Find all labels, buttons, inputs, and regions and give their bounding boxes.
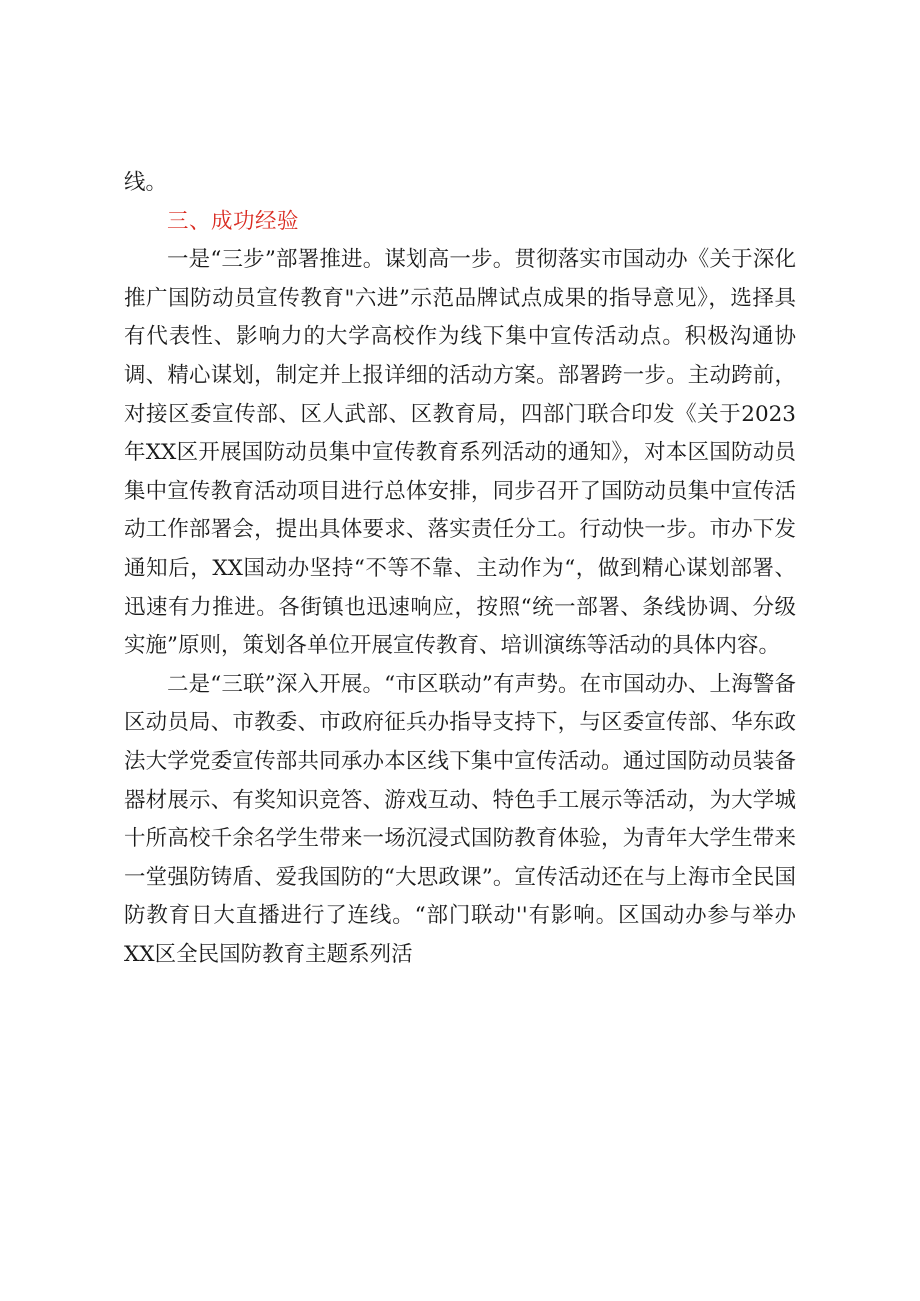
paragraph-three-steps: 一是“三步”部署推进。谋划高一步。贯彻落实市国动办《关于深化推广国防动员宣传教育"六进”示范品牌试点成果的指导意见》，选择具有代表性、影响力的大学高校作为线下集中宣传活动点。积极沟通协调、精心谋划，制定并上报详细的活动方案。部署跨一步。主动跨前，对接区委宣传部、区人武部、区教育局，四部门联合印发《关于2023年XX区开展国防动员集中宣传教育系列活动的通知》，对本区国防动员集中宣传教育活动项目进行总体安排，同步召开了国防动员集中宣传活动工作部署会，提出具体要求、落实责任分工。行动快一步。市办下发通知后，XX国动办坚持“不等不靠、主动作为“，做到精心谋划部署、迅速有力推进。各街镇也迅速响应，按照“统一部署、条线协调、分级实施”原则，策划各单位开展宣传教育、培训演练等活动的具体内容。	[124, 247, 796, 659]
paragraph-three-links: 二是“三联”深入开展。“市区联动”有声势。在市国动办、上海警备区动员局、市教委、市政府征兵办指导支持下，与区委宣传部、华东政法大学党委宣传部共同承办本区线下集中宣传活动。通过国防动员装备器材展示、有奖知识竞答、游戏互动、特色手工展示等活动，为大学城十所高校千余名学生带来一场沉浸式国防教育体验，为青年大学生带来一堂强防铸盾、爱我国防的“大思政课”。宣传活动还在与上海市全民国防教育日大直播进行了连线。“部门联动''有影响。区国动办参与举办XX区全民国防教育主题系列活	[124, 671, 796, 967]
document-body	[124, 164, 796, 974]
section-heading: 三、成功经验	[167, 208, 300, 234]
continuation-line: 线。	[124, 170, 168, 195]
